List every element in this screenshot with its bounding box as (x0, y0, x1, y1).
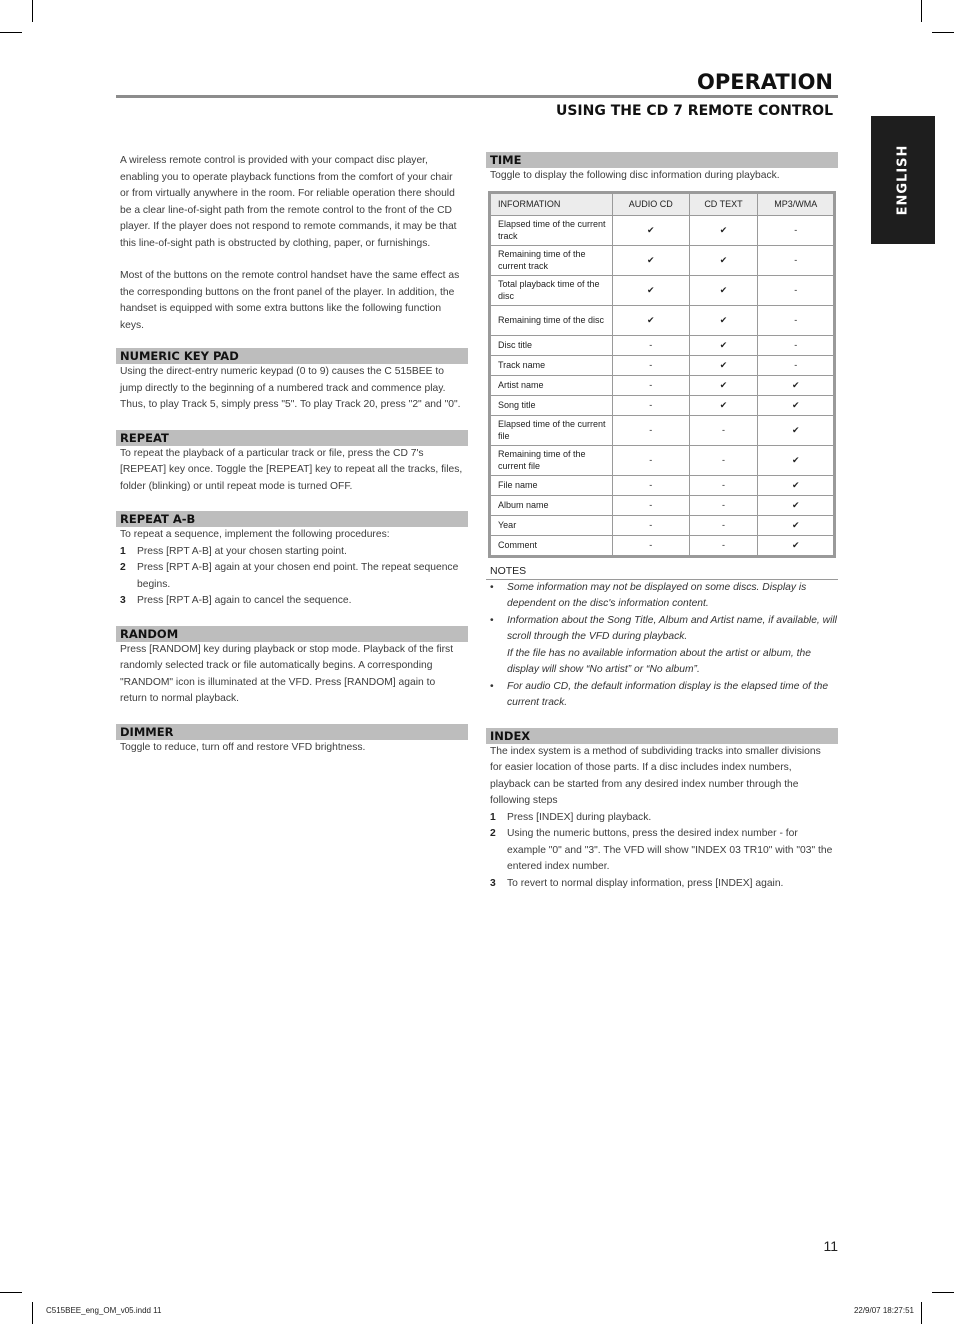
list-item (120, 560, 464, 593)
table-cell-value: ✔ (758, 415, 835, 445)
table-cell-information: Elapsed time of the current file (490, 415, 613, 445)
table-row (490, 395, 835, 415)
repeat-text: To repeat the playback of a particular track or file, press the CD 7's [REPEAT] key once. Toggle the [REPEAT] key to repeat all the tracks, files, folder (blinking) or until repeat mode is turned OFF. (120, 447, 463, 492)
table-row (490, 305, 835, 335)
note-item (490, 646, 838, 679)
section-heading-random: RANDOM (116, 626, 468, 642)
index-steps (486, 810, 838, 893)
section-heading-repeat-ab: REPEAT A-B (116, 511, 468, 527)
date-slug: 22/9/07 18:27:51 (853, 1306, 914, 1315)
right-column (486, 152, 838, 892)
table-cell-information: Remaining time of the current file (490, 445, 613, 475)
step-number: 1 (490, 811, 496, 823)
table-cell-information: Album name (490, 495, 613, 515)
table-header-row (490, 192, 835, 215)
column-header-mp3-wma: MP3/WMA (758, 192, 835, 215)
table-cell-value: - (758, 275, 835, 305)
table-cell-value: - (758, 305, 835, 335)
section-heading-dimmer: DIMMER (116, 724, 468, 740)
step-number: 3 (490, 877, 496, 889)
table-cell-value: ✔ (758, 375, 835, 395)
note-text: Some information may not be displayed on some discs. Display is dependent on the disc's information content. (507, 581, 807, 609)
table-cell-value: - (758, 355, 835, 375)
step-number: 3 (120, 595, 126, 606)
table-cell-information: Total playback time of the disc (490, 275, 613, 305)
table-row (490, 515, 835, 535)
step-text: Press [INDEX] during playback. (507, 811, 652, 823)
table-row (490, 245, 835, 275)
table-cell-value: ✔ (758, 535, 835, 556)
table-cell-value: - (689, 535, 758, 556)
table-row (490, 355, 835, 375)
note-text: Information about the Song Title, Album and Artist name, if available, will scroll through the VFD during playback. (507, 614, 837, 642)
table-cell-value: - (689, 475, 758, 495)
step-text: Press [RPT A-B] again at your chosen end point. The repeat sequence begins. (137, 562, 459, 590)
table-row (490, 215, 835, 245)
table-cell-value: ✔ (613, 275, 690, 305)
column-header-audio-cd: AUDIO CD (613, 192, 690, 215)
table-cell-information: File name (490, 475, 613, 495)
intro-paragraph-2: Most of the buttons on the remote control handset have the same effect as the corresponding buttons on the front panel of the player. In addition, the handset is equipped with some extra buttons like the following function keys. (120, 270, 460, 331)
crop-mark (932, 1292, 954, 1293)
table-cell-value: - (613, 335, 690, 355)
crop-mark (0, 1292, 22, 1293)
step-number: 2 (490, 828, 496, 839)
page-number: 11 (823, 1238, 838, 1254)
table-cell-value: ✔ (613, 215, 690, 245)
page-title: OPERATION (697, 70, 833, 94)
table-row (490, 475, 835, 495)
random-text: Press [RANDOM] key during playback or stop mode. Playback of the first randomly selected track or file automatically begins. A corresponding "RANDOM" icon is illuminated at the VFD. Press [RANDOM] again to return to normal playback. (120, 643, 454, 704)
repeat-ab-steps (116, 544, 468, 610)
language-tab (871, 116, 935, 244)
bullet: • (490, 581, 494, 593)
table-row (490, 445, 835, 475)
list-item (120, 544, 464, 561)
table-cell-information: Remaining time of the disc (490, 305, 613, 335)
bullet: • (490, 680, 494, 692)
table-cell-information: Elapsed time of the current track (490, 215, 613, 245)
table-cell-value: ✔ (758, 475, 835, 495)
bullet: • (490, 614, 494, 626)
notes-list (486, 580, 838, 712)
table-cell-value: - (613, 515, 690, 535)
table-cell-value: - (689, 445, 758, 475)
section-heading-numeric-key-pad: NUMERIC KEY PAD (116, 348, 468, 364)
table-cell-value: - (613, 415, 690, 445)
left-column (116, 153, 468, 756)
table-row (490, 375, 835, 395)
table-cell-information: Disc title (490, 335, 613, 355)
repeat-ab-intro: To repeat a sequence, implement the following procedures: (120, 529, 390, 540)
language-tab-label: ENGLISH (895, 144, 911, 216)
table-cell-value: - (613, 445, 690, 475)
note-item (490, 679, 838, 712)
table-cell-information: Remaining time of the current track (490, 245, 613, 275)
time-text: Toggle to display the following disc information during playback. (490, 170, 780, 181)
disc-information-table (488, 191, 836, 558)
table-cell-information: Comment (490, 535, 613, 556)
section-heading-repeat: REPEAT (116, 430, 468, 446)
table-cell-value: - (613, 395, 690, 415)
page-subtitle: USING THE CD 7 REMOTE CONTROL (555, 103, 833, 119)
table-cell-value: ✔ (689, 305, 758, 335)
table-cell-value: ✔ (689, 215, 758, 245)
table-cell-value: ✔ (689, 245, 758, 275)
table-cell-value: - (689, 495, 758, 515)
table-cell-value: - (689, 515, 758, 535)
crop-mark (921, 0, 922, 22)
table-cell-information: Song title (490, 395, 613, 415)
table-cell-value: ✔ (689, 275, 758, 305)
table-cell-value: ✔ (689, 395, 758, 415)
table-cell-value: - (613, 495, 690, 515)
step-text: Using the numeric buttons, press the desired index number - for example "0" and "3". The VFD will show "INDEX 03 TR10" with "03" the entered index number. (507, 828, 833, 872)
table-row (490, 415, 835, 445)
table-cell-value: ✔ (613, 305, 690, 335)
intro-paragraph-1: A wireless remote control is provided with your compact disc player, enabling you to operate playback functions from the comfort of your chair or from virtually anywhere in the room. For reliable operation there should be a clear line-of-sight path from the remote control to the front of the CD player. If the player does not respond to remote commands, it may be that this line-of-sight path is obstructed by clothing, paper, or furnishings. (120, 155, 457, 249)
note-text: If the file has no available information about the artist or album, the display will show “No artist” or “No album”. (507, 647, 811, 675)
table-cell-information: Year (490, 515, 613, 535)
table-cell-value: ✔ (758, 495, 835, 515)
index-text: The index system is a method of subdividing tracks into smaller divisions for easier location of those parts. If a disc includes index numbers, playback can be started from any desired index number through the following steps (490, 745, 821, 806)
list-item (120, 593, 464, 610)
table-cell-value: ✔ (689, 335, 758, 355)
table-cell-value: ✔ (758, 395, 835, 415)
table-cell-value: ✔ (613, 245, 690, 275)
column-header-cd-text: CD TEXT (689, 192, 758, 215)
table-cell-value: - (613, 355, 690, 375)
step-text: Press [RPT A-B] at your chosen starting point. (137, 545, 347, 557)
table-row (490, 335, 835, 355)
list-item (490, 810, 834, 827)
bullet (490, 646, 507, 679)
step-text: Press [RPT A-B] again to cancel the sequence. (137, 595, 352, 606)
step-number: 2 (120, 562, 126, 573)
table-cell-information: Artist name (490, 375, 613, 395)
table-cell-value: ✔ (758, 515, 835, 535)
table-cell-value: ✔ (689, 375, 758, 395)
note-item (490, 613, 838, 646)
notes-title: NOTES (486, 564, 838, 580)
table-cell-value: - (613, 535, 690, 556)
table-cell-value: - (758, 335, 835, 355)
table-cell-value: - (758, 245, 835, 275)
table-cell-value: - (758, 215, 835, 245)
crop-mark (932, 32, 954, 33)
file-slug: C515BEE_eng_OM_v05.indd 11 (46, 1306, 162, 1315)
crop-mark (0, 32, 22, 33)
table-cell-value: ✔ (689, 355, 758, 375)
table-row (490, 535, 835, 556)
title-divider (116, 95, 838, 98)
section-heading-time: TIME (486, 152, 838, 168)
table-row (490, 495, 835, 515)
list-item (490, 876, 834, 893)
list-item (490, 826, 834, 876)
crop-mark (32, 1302, 33, 1324)
table-cell-value: - (689, 415, 758, 445)
table-row (490, 275, 835, 305)
table-cell-information: Track name (490, 355, 613, 375)
step-number: 1 (120, 545, 126, 557)
column-header-information: INFORMATION (490, 192, 613, 215)
numeric-key-pad-text: Using the direct-entry numeric keypad (0 to 9) causes the C 515BEE to jump directly to the beginning of a numbered track and commence play. Thus, to play Track 5, simply press "5". To play Track 20, press "2" and "0". (120, 366, 461, 410)
table-cell-value: - (613, 475, 690, 495)
crop-mark (921, 1302, 922, 1324)
step-text: To revert to normal display information, press [INDEX] again. (507, 877, 784, 889)
section-heading-index: INDEX (486, 728, 838, 744)
crop-mark (32, 0, 33, 22)
dimmer-text: Toggle to reduce, turn off and restore VFD brightness. (120, 741, 366, 753)
table-cell-value: - (613, 375, 690, 395)
note-item (490, 580, 838, 613)
note-text: For audio CD, the default information display is the elapsed time of the current track. (507, 680, 829, 708)
table-cell-value: ✔ (758, 445, 835, 475)
